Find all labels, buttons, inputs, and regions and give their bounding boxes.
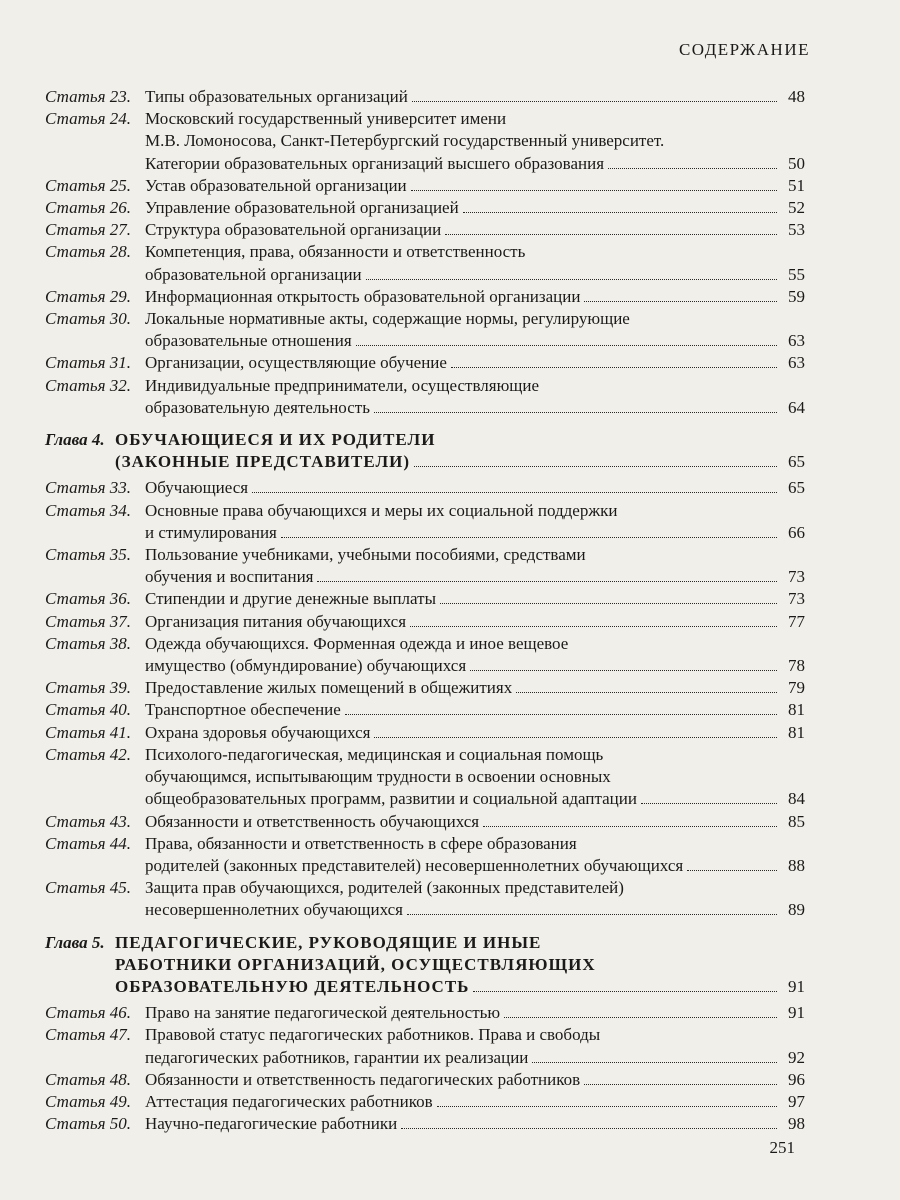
article-label	[45, 286, 145, 308]
article-title: Устав образовательной организации	[145, 175, 407, 195]
article-prefix: Статья	[45, 309, 106, 329]
entry-page-number: 78	[788, 656, 805, 676]
article-label	[45, 588, 145, 610]
toc-entry	[45, 1091, 805, 1113]
toc-line	[45, 1069, 805, 1091]
entry-page-number: 88	[788, 855, 805, 875]
article-number: 28.	[109, 242, 131, 262]
article-title: общеобразовательных программ, развитии и социальной адаптации	[145, 789, 637, 809]
article-title: Обязанности и ответственность педагогических работников	[145, 1069, 581, 1089]
entry-page-number: 63	[788, 353, 805, 373]
toc-entry	[45, 1113, 805, 1135]
article-title: педагогических работников, гарантии их реализации	[145, 1047, 529, 1067]
toc-entry	[45, 811, 805, 833]
entry-page-number: 98	[788, 1114, 805, 1134]
article-number: 45.	[109, 878, 131, 898]
article-title: Информационная открытость образовательной организации	[145, 286, 581, 306]
toc-line	[45, 429, 805, 451]
entry-page-number: 89	[788, 900, 805, 920]
article-prefix: Статья	[45, 811, 106, 831]
article-title: Типы образовательных организаций	[145, 87, 408, 106]
dot-leader	[411, 190, 777, 191]
toc-line	[45, 677, 805, 699]
entry-page-number: 65	[788, 478, 805, 498]
article-prefix: Статья	[45, 286, 106, 306]
running-header: СОДЕРЖАНИЕ	[678, 40, 810, 59]
article-label	[45, 1091, 145, 1113]
toc-line	[45, 451, 805, 473]
toc-line	[45, 1091, 805, 1113]
dot-leader	[414, 466, 777, 467]
article-title: Основные права обучающихся и меры их социальной поддержки	[145, 500, 618, 520]
entry-page-number: 96	[788, 1069, 805, 1089]
article-label	[45, 86, 145, 108]
article-label	[45, 175, 145, 197]
article-prefix: Статья	[45, 375, 106, 395]
article-label	[45, 633, 145, 655]
article-label	[45, 1024, 145, 1046]
dot-leader	[437, 1106, 777, 1107]
article-title: имущество (обмундирование) обучающихся	[145, 656, 467, 676]
toc-line	[45, 633, 805, 655]
article-number: 38.	[109, 633, 131, 653]
entry-page-number: 81	[788, 700, 805, 720]
article-prefix: Статья	[45, 545, 106, 565]
toc-line	[45, 219, 805, 241]
article-title: Организация питания обучающихся	[145, 611, 407, 631]
article-title: образовательную деятельность	[145, 397, 370, 417]
dot-leader	[412, 101, 777, 102]
dot-leader	[410, 626, 777, 627]
dot-leader	[608, 168, 777, 169]
entry-page-number: 84	[788, 789, 805, 809]
dot-leader	[440, 603, 777, 604]
article-prefix: Статья	[45, 722, 106, 742]
article-number: 23.	[109, 87, 131, 106]
toc-line	[45, 544, 805, 566]
article-label	[45, 1113, 145, 1135]
chapter-title: РАБОТНИКИ ОРГАНИЗАЦИЙ, ОСУЩЕСТВЛЯЮЩИХ	[115, 954, 596, 974]
article-title: Локальные нормативные акты, содержащие нормы, регулирующие	[145, 309, 630, 329]
toc-line	[45, 397, 805, 419]
article-label	[45, 1069, 145, 1091]
toc-line	[45, 108, 805, 130]
toc-line	[45, 352, 805, 374]
toc-line	[45, 611, 805, 633]
dot-leader	[483, 826, 777, 827]
toc-line	[45, 500, 805, 522]
article-title: Охрана здоровья обучающихся	[145, 722, 371, 742]
toc-entry	[45, 86, 805, 108]
entry-page-number: 51	[788, 175, 805, 195]
dot-leader	[356, 345, 777, 346]
article-title: Структура образовательной организации	[145, 220, 442, 240]
entry-page-number: 50	[788, 153, 805, 173]
article-title: Правовой статус педагогических работников. Права и свободы	[145, 1025, 601, 1045]
toc-line	[45, 264, 805, 286]
toc-entry	[45, 241, 805, 285]
entry-page-number: 64	[788, 397, 805, 417]
article-label	[45, 352, 145, 374]
article-label	[45, 197, 145, 219]
toc-line	[45, 899, 805, 921]
article-title: Право на занятие педагогической деятельностью	[145, 1003, 501, 1023]
article-number: 26.	[109, 198, 131, 218]
entry-page-number: 55	[788, 264, 805, 284]
toc-entry	[45, 544, 805, 588]
article-title: Аттестация педагогических работников	[145, 1091, 433, 1111]
dot-leader	[516, 692, 777, 693]
article-number: 43.	[109, 811, 131, 831]
toc-entry	[45, 1024, 805, 1068]
article-title: Научно-педагогические работники	[145, 1114, 398, 1134]
toc-line	[45, 286, 805, 308]
toc-line	[45, 744, 805, 766]
dot-leader	[401, 1128, 777, 1129]
entry-page-number: 79	[788, 678, 805, 698]
toc-entry	[45, 175, 805, 197]
toc-entry	[45, 197, 805, 219]
entry-page-number: 91	[788, 1003, 805, 1023]
toc-entry	[45, 833, 805, 877]
entry-page-number: 59	[788, 286, 805, 306]
toc-line	[45, 130, 805, 152]
article-label	[45, 500, 145, 522]
article-title: Обучающиеся	[145, 478, 249, 498]
chapter-title: ОБУЧАЮЩИЕСЯ И ИХ РОДИТЕЛИ	[115, 430, 436, 450]
toc-line	[45, 1047, 805, 1069]
article-prefix: Статья	[45, 1025, 106, 1045]
article-title: Психолого-педагогическая, медицинская и социальная помощь	[145, 744, 604, 764]
toc-line	[45, 330, 805, 352]
toc-line	[45, 1113, 805, 1135]
dot-leader	[345, 714, 777, 715]
toc-entry	[45, 588, 805, 610]
article-label	[45, 811, 145, 833]
dot-leader	[463, 212, 777, 213]
article-number: 48.	[109, 1069, 131, 1089]
article-number: 34.	[109, 500, 131, 520]
toc-line	[45, 522, 805, 544]
article-title: Организации, осуществляющие обучение	[145, 353, 447, 373]
toc-chapter	[45, 429, 805, 473]
toc-line	[45, 877, 805, 899]
article-number: 46.	[109, 1003, 131, 1023]
toc-entry	[45, 699, 805, 721]
entry-page-number: 77	[788, 611, 805, 631]
toc-line	[45, 932, 805, 954]
chapter-prefix: Глава	[45, 430, 88, 450]
toc-line	[45, 566, 805, 588]
article-title: Компетенция, права, обязанности и ответственность	[145, 242, 526, 262]
article-label	[45, 544, 145, 566]
toc-line	[45, 375, 805, 397]
toc-entry	[45, 877, 805, 921]
entry-page-number: 97	[788, 1091, 805, 1111]
entry-page-number: 81	[788, 722, 805, 742]
chapter-prefix: Глава	[45, 932, 88, 952]
dot-leader	[473, 991, 777, 992]
toc-entry	[45, 477, 805, 499]
dot-leader	[374, 412, 777, 413]
chapter-label	[45, 932, 115, 954]
article-title: родителей (законных представителей) несовершеннолетних обучающихся	[145, 855, 684, 875]
dot-leader	[366, 279, 777, 280]
article-number: 39.	[109, 678, 131, 698]
article-prefix: Статья	[45, 744, 106, 764]
dot-leader	[281, 537, 777, 538]
dot-leader	[584, 1084, 777, 1085]
toc-line	[45, 153, 805, 175]
article-prefix: Статья	[45, 878, 106, 898]
article-label	[45, 241, 145, 263]
article-prefix: Статья	[45, 1069, 106, 1089]
table-of-contents	[45, 86, 805, 1135]
toc-entry	[45, 1069, 805, 1091]
article-label	[45, 833, 145, 855]
article-label	[45, 722, 145, 744]
article-number: 40.	[109, 700, 131, 720]
entry-page-number: 66	[788, 522, 805, 542]
dot-leader	[252, 492, 777, 493]
article-label	[45, 611, 145, 633]
article-prefix: Статья	[45, 589, 106, 609]
dot-leader	[445, 234, 777, 235]
toc-line	[45, 308, 805, 330]
toc-chapter	[45, 932, 805, 999]
toc-line	[45, 655, 805, 677]
article-title: Управление образовательной организацией	[145, 198, 459, 218]
article-prefix: Статья	[45, 353, 106, 373]
toc-line	[45, 477, 805, 499]
dot-leader	[504, 1017, 777, 1018]
entry-page-number: 65	[788, 452, 805, 472]
article-prefix: Статья	[45, 1003, 106, 1023]
article-title: М.В. Ломоносова, Санкт-Петербургский государственный университет.	[145, 131, 665, 151]
chapter-label	[45, 429, 115, 451]
article-label	[45, 1002, 145, 1024]
article-prefix: Статья	[45, 478, 106, 498]
article-label	[45, 744, 145, 766]
toc-line	[45, 954, 805, 976]
article-label	[45, 477, 145, 499]
toc-line	[45, 699, 805, 721]
article-prefix: Статья	[45, 220, 106, 240]
article-prefix: Статья	[45, 611, 106, 631]
article-number: 30.	[109, 309, 131, 329]
toc-line	[45, 197, 805, 219]
toc-line	[45, 976, 805, 998]
dot-leader	[374, 737, 777, 738]
article-label	[45, 108, 145, 130]
chapter-title: ОБРАЗОВАТЕЛЬНУЮ ДЕЯТЕЛЬНОСТЬ	[115, 976, 470, 996]
dot-leader	[641, 803, 777, 804]
article-title: Пользование учебниками, учебными пособиями, средствами	[145, 545, 586, 565]
article-title: Права, обязанности и ответственность в сфере образования	[145, 833, 577, 853]
article-title: Категории образовательных организаций высшего образования	[145, 153, 605, 173]
toc-entry	[45, 633, 805, 677]
toc-entry	[45, 500, 805, 544]
dot-leader	[687, 870, 777, 871]
article-title: Одежда обучающихся. Форменная одежда и иное вещевое	[145, 633, 569, 653]
article-label	[45, 877, 145, 899]
article-label	[45, 699, 145, 721]
entry-page-number: 85	[788, 811, 805, 831]
article-prefix: Статья	[45, 198, 106, 218]
article-title: Индивидуальные предприниматели, осуществляющие	[145, 375, 539, 395]
toc-line	[45, 833, 805, 855]
toc-entry	[45, 352, 805, 374]
chapter-number: 5.	[91, 932, 105, 952]
article-number: 41.	[109, 722, 131, 742]
article-title: Защита прав обучающихся, родителей (законных представителей)	[145, 878, 624, 898]
article-number: 31.	[109, 353, 131, 373]
chapter-title: ПЕДАГОГИЧЕСКИЕ, РУКОВОДЯЩИЕ И ИНЫЕ	[115, 932, 542, 952]
article-title: Стипендии и другие денежные выплаты	[145, 589, 437, 609]
toc-entry	[45, 611, 805, 633]
article-title: несовершеннолетних обучающихся	[145, 900, 403, 920]
article-label	[45, 219, 145, 241]
chapter-title: (ЗАКОННЫЕ ПРЕДСТАВИТЕЛИ)	[115, 452, 411, 472]
toc-line	[45, 1002, 805, 1024]
article-title: Московский государственный университет имени	[145, 109, 507, 129]
dot-leader	[584, 301, 777, 302]
entry-page-number: 48	[788, 87, 805, 106]
article-title: Обязанности и ответственность обучающихся	[145, 811, 480, 831]
toc-entry	[45, 308, 805, 352]
article-prefix: Статья	[45, 87, 106, 106]
article-label	[45, 308, 145, 330]
entry-page-number: 52	[788, 198, 805, 218]
entry-page-number: 73	[788, 589, 805, 609]
entry-page-number: 53	[788, 220, 805, 240]
article-prefix: Статья	[45, 700, 106, 720]
article-prefix: Статья	[45, 242, 106, 262]
article-number: 35.	[109, 545, 131, 565]
toc-line	[45, 788, 805, 810]
article-prefix: Статья	[45, 633, 106, 653]
toc-line	[45, 855, 805, 877]
toc-line	[45, 766, 805, 788]
toc-entry	[45, 286, 805, 308]
article-prefix: Статья	[45, 678, 106, 698]
dot-leader	[407, 914, 777, 915]
article-number: 36.	[109, 589, 131, 609]
article-title: и стимулирования	[145, 522, 277, 542]
entry-page-number: 91	[788, 976, 805, 996]
entry-page-number: 92	[788, 1047, 805, 1067]
toc-line	[45, 722, 805, 744]
toc-entry	[45, 677, 805, 699]
dot-leader	[532, 1062, 777, 1063]
toc-line	[45, 86, 805, 108]
article-prefix: Статья	[45, 109, 106, 129]
article-prefix: Статья	[45, 500, 106, 520]
article-prefix: Статья	[45, 833, 106, 853]
entry-page-number: 63	[788, 331, 805, 351]
toc-entry	[45, 1002, 805, 1024]
toc-line	[45, 811, 805, 833]
article-title: Транспортное обеспечение	[145, 700, 341, 720]
dot-leader	[451, 367, 777, 368]
article-title: образовательные отношения	[145, 331, 352, 351]
toc-line	[45, 175, 805, 197]
toc-line	[45, 241, 805, 263]
chapter-number: 4.	[91, 430, 105, 450]
article-prefix: Статья	[45, 1114, 106, 1134]
dot-leader	[317, 581, 777, 582]
dot-leader	[470, 670, 777, 671]
article-number: 49.	[109, 1091, 131, 1111]
article-title: обучающимся, испытывающим трудности в освоении основных	[145, 767, 611, 787]
article-label	[45, 375, 145, 397]
toc-entry	[45, 219, 805, 241]
article-number: 29.	[109, 286, 131, 306]
article-prefix: Статья	[45, 175, 106, 195]
article-title: Предоставление жилых помещений в общежитиях	[145, 678, 513, 698]
entry-page-number: 73	[788, 567, 805, 587]
article-number: 44.	[109, 833, 131, 853]
article-number: 24.	[109, 109, 131, 129]
article-number: 25.	[109, 175, 131, 195]
page-number: 251	[769, 1138, 795, 1157]
article-label	[45, 677, 145, 699]
toc-line	[45, 588, 805, 610]
article-number: 27.	[109, 220, 131, 240]
article-title: образовательной организации	[145, 264, 362, 284]
article-number: 50.	[109, 1114, 131, 1134]
article-number: 42.	[109, 744, 131, 764]
toc-entry	[45, 108, 805, 175]
toc-entry	[45, 375, 805, 419]
article-prefix: Статья	[45, 1091, 106, 1111]
article-title: обучения и воспитания	[145, 567, 314, 587]
toc-entry	[45, 722, 805, 744]
article-number: 33.	[109, 478, 131, 498]
article-number: 47.	[109, 1025, 131, 1045]
article-number: 32.	[109, 375, 131, 395]
article-number: 37.	[109, 611, 131, 631]
toc-line	[45, 1024, 805, 1046]
toc-entry	[45, 744, 805, 811]
